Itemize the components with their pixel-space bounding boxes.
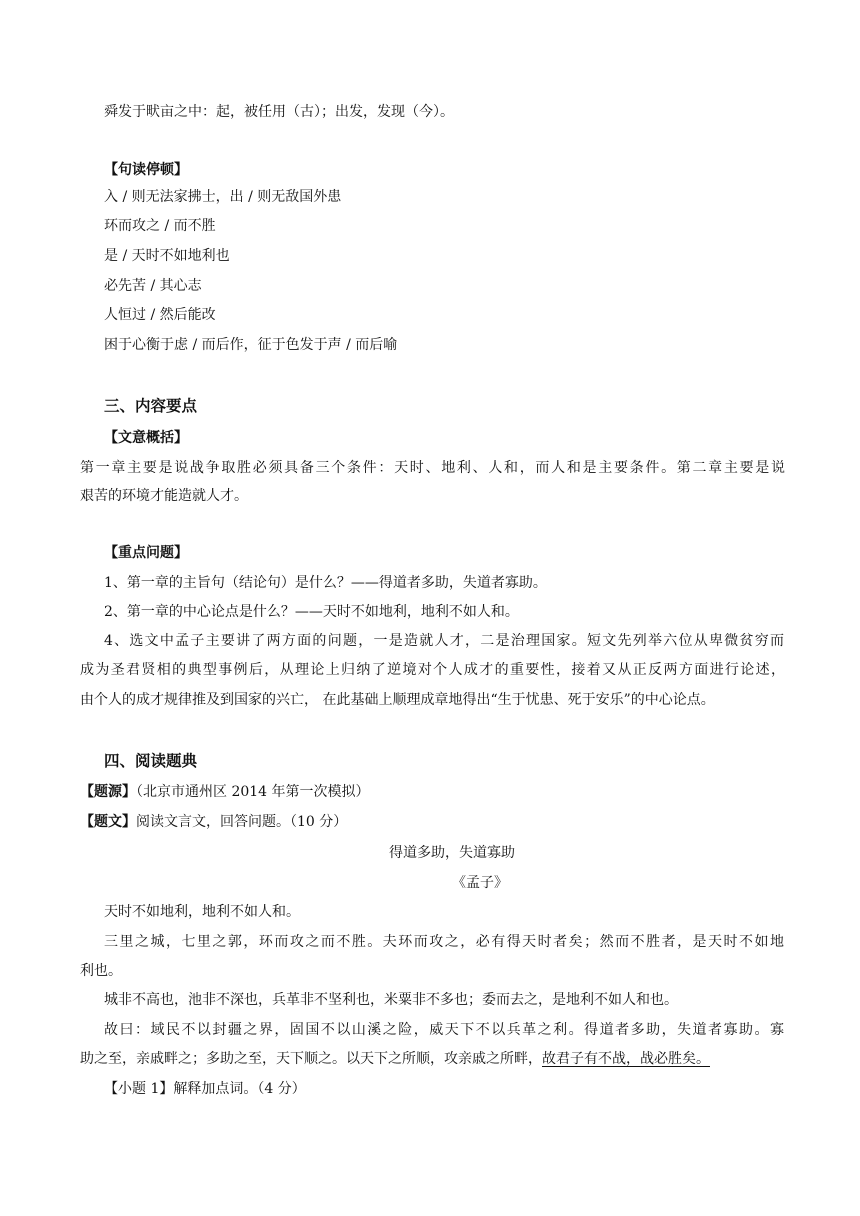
key-question: 4、选文中孟子主要讲了两方面的问题，一是造就人才，二是治理国家。短文先列举六位从卑微贫穷而 <box>104 633 784 649</box>
passage-author: 《孟子》 <box>452 875 508 891</box>
passage-paragraph: 城非不高也，池非不深也，兵革非不坚利也，米粟非不多也；委而去之，是地利不如人和也。 <box>104 992 678 1008</box>
passage-paragraph: 三里之城，七里之郭，环而攻之而不胜。夫环而攻之，必有得天时者矣；然而不胜者，是天时不如地 <box>104 934 784 950</box>
pause-line: 必先苦 / 其心志 <box>104 278 202 294</box>
passage-text: 助之至，亲戚畔之；多助之至，天下顺之。以天下之所顺，攻亲戚之所畔， <box>80 1051 542 1067</box>
subquestion-text: 解释加点词。（4 分） <box>173 1081 306 1097</box>
question-line <box>80 812 347 832</box>
pause-line: 环而攻之 / 而不胜 <box>104 218 216 234</box>
source-line <box>80 782 370 802</box>
pause-line: 入 / 则无法家拂士，出 / 则无敌国外患 <box>104 189 342 205</box>
pause-line: 人恒过 / 然后能改 <box>104 307 216 323</box>
section3-title: 三、内容要点 <box>104 396 198 415</box>
summary-text: 艰苦的环境才能造就人才。 <box>80 488 248 504</box>
key-heading: 【重点问题】 <box>104 545 188 561</box>
pause-line: 困于心衡于虑 / 而后作，征于色发于声 / 而后喻 <box>104 337 398 353</box>
source-text: （北京市通州区 2014 年第一次模拟） <box>136 784 370 800</box>
question-text: 阅读文言文，回答问题。（10 分） <box>136 814 348 830</box>
passage-paragraph <box>80 1049 710 1069</box>
key-question: 1、第一章的主旨句（结论句）是什么？——得道者多助，失道者寡助。 <box>104 575 547 591</box>
pause-line: 是 / 天时不如地利也 <box>104 248 230 264</box>
section4-title: 四、阅读题典 <box>104 751 198 770</box>
key-question: 2、第一章的中心论点是什么？——天时不如地利，地利不如人和。 <box>104 604 519 620</box>
underlined-sentence: 故君子有不战，战必胜矣。 <box>542 1051 710 1067</box>
key-question: 成为圣君贤相的典型事例后，从理论上归纳了逆境对个人成才的重要性，接着又从正反两方面进行论述， <box>80 662 785 678</box>
summary-text: 第一章主要是说战争取胜必须具备三个条件：天时、地利、人和，而人和是主要条件。第二章主要是说 <box>80 460 785 476</box>
passage-paragraph: 天时不如地利，地利不如人和。 <box>104 904 300 920</box>
question-label: 【题文】 <box>80 814 136 830</box>
pause-heading: 【句读停顿】 <box>104 162 188 178</box>
top-line: 舜发于畎亩之中：起，被任用（古）；出发，发现（今）。 <box>104 104 454 120</box>
subquestion-line <box>104 1079 306 1099</box>
key-question: 由个人的成才规律推及到国家的兴亡， 在此基础上顺理成章地得出“生于忧患、死于安乐”的中心论点。 <box>80 692 715 708</box>
subquestion-label: 【小题 1】 <box>104 1081 174 1097</box>
passage-paragraph: 利也。 <box>80 963 122 979</box>
summary-heading: 【文意概括】 <box>104 430 188 446</box>
passage-paragraph: 故曰：域民不以封疆之界，固国不以山溪之险，威天下不以兵革之利。得道者多助，失道者寡助。寡 <box>104 1022 784 1038</box>
passage-title: 得道多助，失道寡助 <box>389 845 515 861</box>
source-label: 【题源】 <box>80 784 136 800</box>
